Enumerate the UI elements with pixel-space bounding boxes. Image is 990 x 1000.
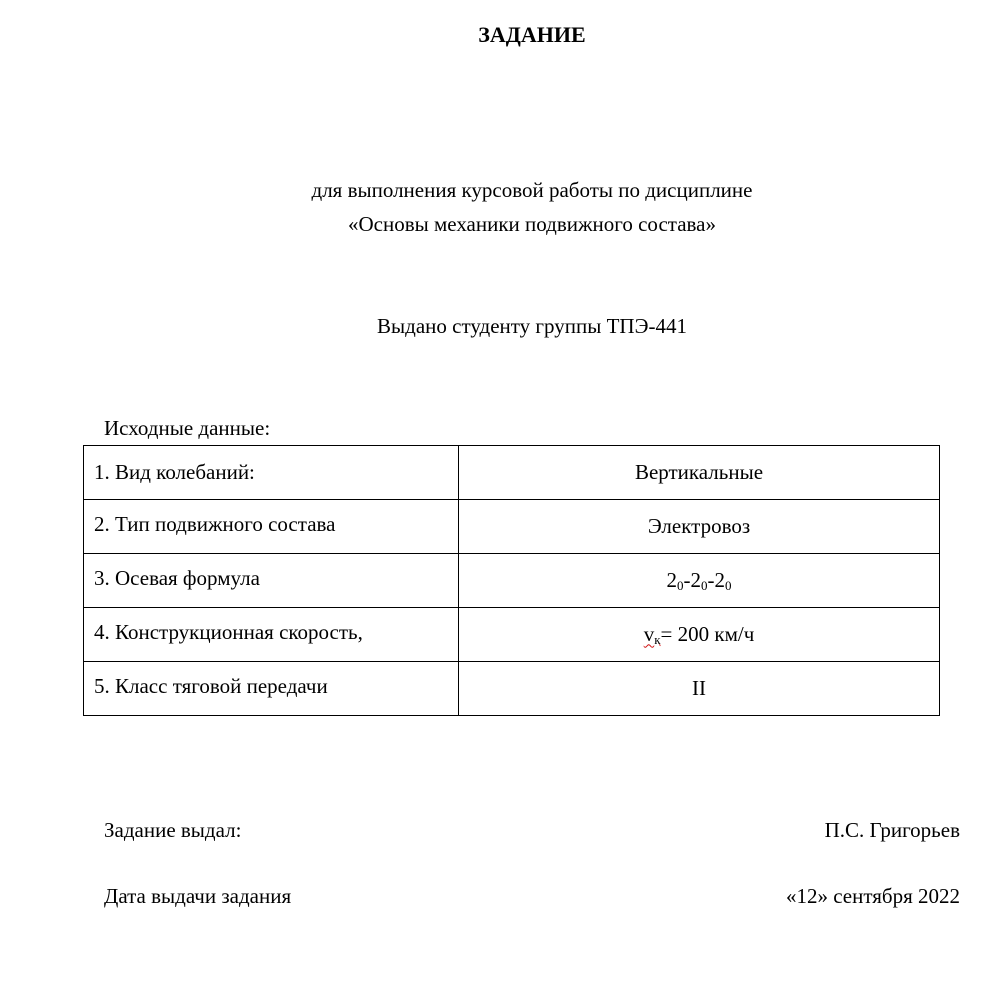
speed-symbol-group xyxy=(644,622,661,646)
param-cell: 2. Тип подвижного состава xyxy=(84,500,459,554)
speed-cell xyxy=(459,608,940,662)
initial-data-label: Исходные данные: xyxy=(104,416,271,440)
issued-by-label: Задание выдал: xyxy=(104,818,242,842)
table-row xyxy=(84,446,940,500)
table-row xyxy=(84,500,940,554)
axle-formula-part: 2 xyxy=(666,567,677,592)
param-cell: 3. Осевая формула xyxy=(84,554,459,608)
speed-value: = 200 км/ч xyxy=(660,621,755,646)
axle-formula-subscript: 0 xyxy=(677,577,684,593)
axle-formula-part: -2 xyxy=(683,567,701,592)
issue-date-value: «12» сентября 2022 xyxy=(785,884,960,908)
value-cell: II xyxy=(459,662,940,716)
issue-date-label: Дата выдачи задания xyxy=(104,884,292,908)
param-cell: 1. Вид колебаний: xyxy=(84,446,459,500)
subtitle-line-1: для выполнения курсовой работы по дисциплине xyxy=(311,178,753,202)
issued-by-name: П.С. Григорьев xyxy=(824,818,960,842)
table-row xyxy=(84,608,940,662)
param-cell: 4. Конструкционная скорость, xyxy=(84,608,459,662)
table-row xyxy=(84,554,940,608)
axle-formula-part: -2 xyxy=(707,567,725,592)
axle-formula-cell xyxy=(459,554,940,608)
issued-to-line: Выдано студенту группы ТПЭ-441 xyxy=(377,314,687,338)
subtitle-line-2: «Основы механики подвижного состава» xyxy=(348,212,716,236)
table-row xyxy=(84,662,940,716)
speed-symbol: v xyxy=(643,621,655,646)
document-title: ЗАДАНИЕ xyxy=(478,22,586,47)
speed-symbol-subscript: к xyxy=(654,631,661,647)
axle-formula-subscript: 0 xyxy=(701,577,708,593)
value-cell: Электровоз xyxy=(459,500,940,554)
initial-data-table xyxy=(83,445,940,716)
value-cell: Вертикальные xyxy=(459,446,940,500)
axle-formula-subscript: 0 xyxy=(725,577,732,593)
param-cell: 5. Класс тяговой передачи xyxy=(84,662,459,716)
